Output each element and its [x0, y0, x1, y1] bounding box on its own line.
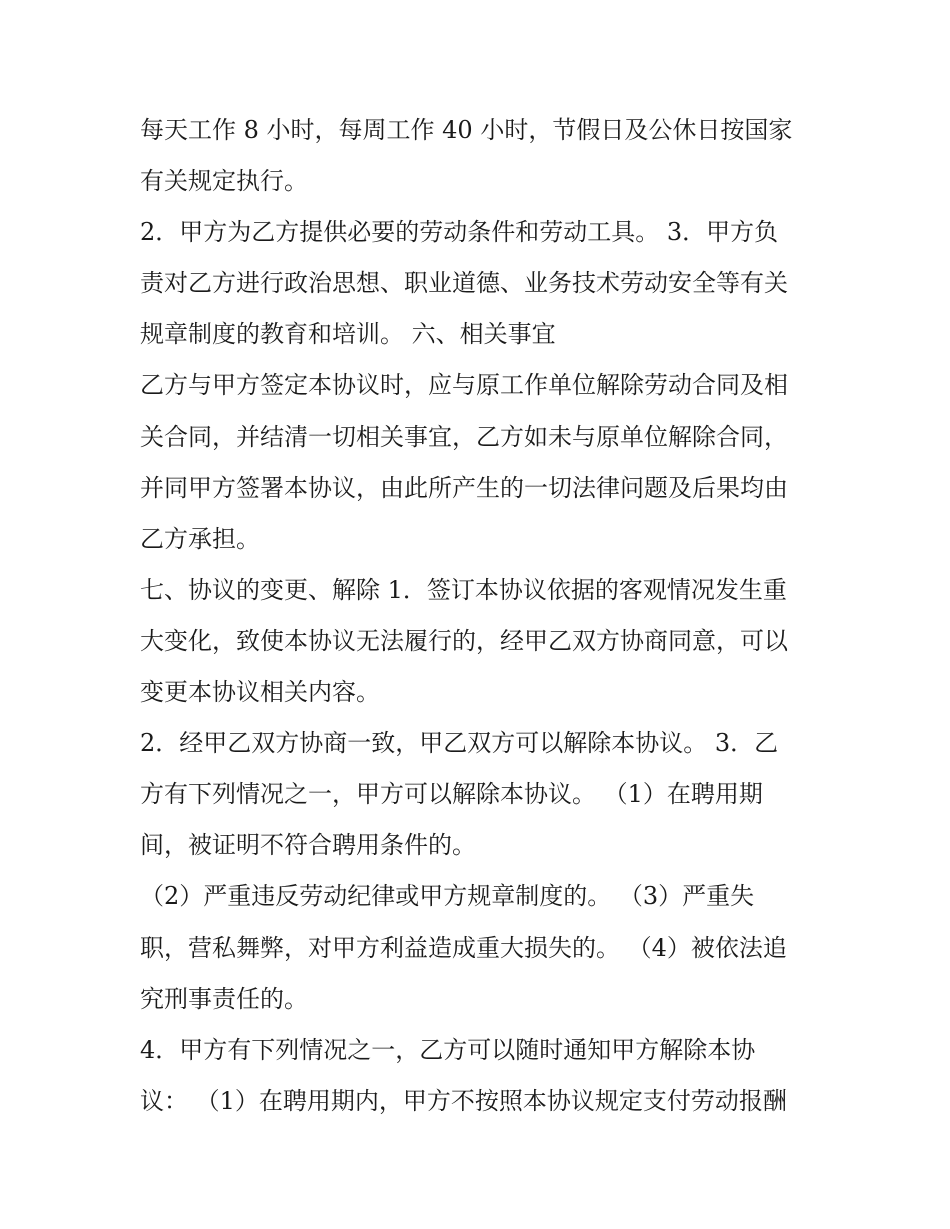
text-line-2: 有关规定执行。 [140, 167, 308, 196]
text-line-7: 关合同，并结清一切相关事宜，乙方如未与原单位解除合同， [140, 422, 788, 451]
text-line-19: 4．甲方有下列情况之一，乙方可以随时通知甲方解除本协 [140, 1035, 756, 1064]
text-line-18: 究刑事责任的。 [140, 984, 308, 1013]
text-line-16: （2）严重违反劳动纪律或甲方规章制度的。 （3）严重失 [140, 882, 755, 911]
text-line-20: 议： （1）在聘用期内，甲方不按照本协议规定支付劳动报酬 [140, 1086, 787, 1115]
text-line-4: 责对乙方进行政治思想、职业道德、业务技术劳动安全等有关 [140, 269, 788, 298]
text-line-6: 乙方与甲方签定本协议时，应与原工作单位解除劳动合同及相 [140, 371, 788, 400]
text-line-15: 间，被证明不符合聘用条件的。 [140, 831, 476, 860]
text-line-12: 变更本协议相关内容。 [140, 678, 380, 707]
text-line-10: 七、协议的变更、解除 1．签订本协议依据的客观情况发生重 [140, 575, 787, 604]
text-line-9: 乙方承担。 [140, 524, 260, 553]
text-line-3: 2．甲方为乙方提供必要的劳动条件和劳动工具。 3．甲方负 [140, 218, 779, 247]
text-line-1: 每天工作 8 小时，每周工作 40 小时，节假日及公休日按国家 [140, 116, 793, 144]
text-line-14: 方有下列情况之一，甲方可以解除本协议。 （1）在聘用期 [140, 780, 763, 809]
text-line-5: 规章制度的教育和培训。 六、相关事宜 [140, 320, 556, 349]
text-line-13: 2．经甲乙双方协商一致，甲乙双方可以解除本协议。 3．乙 [140, 729, 779, 758]
document-text [140, 105, 830, 1127]
text-line-11: 大变化，致使本协议无法履行的，经甲乙双方协商同意，可以 [140, 626, 788, 655]
text-line-17: 职，营私舞弊，对甲方利益造成重大损失的。 （4）被依法追 [140, 933, 787, 962]
text-line-8: 并同甲方签署本协议，由此所产生的一切法律问题及后果均由 [140, 473, 788, 502]
